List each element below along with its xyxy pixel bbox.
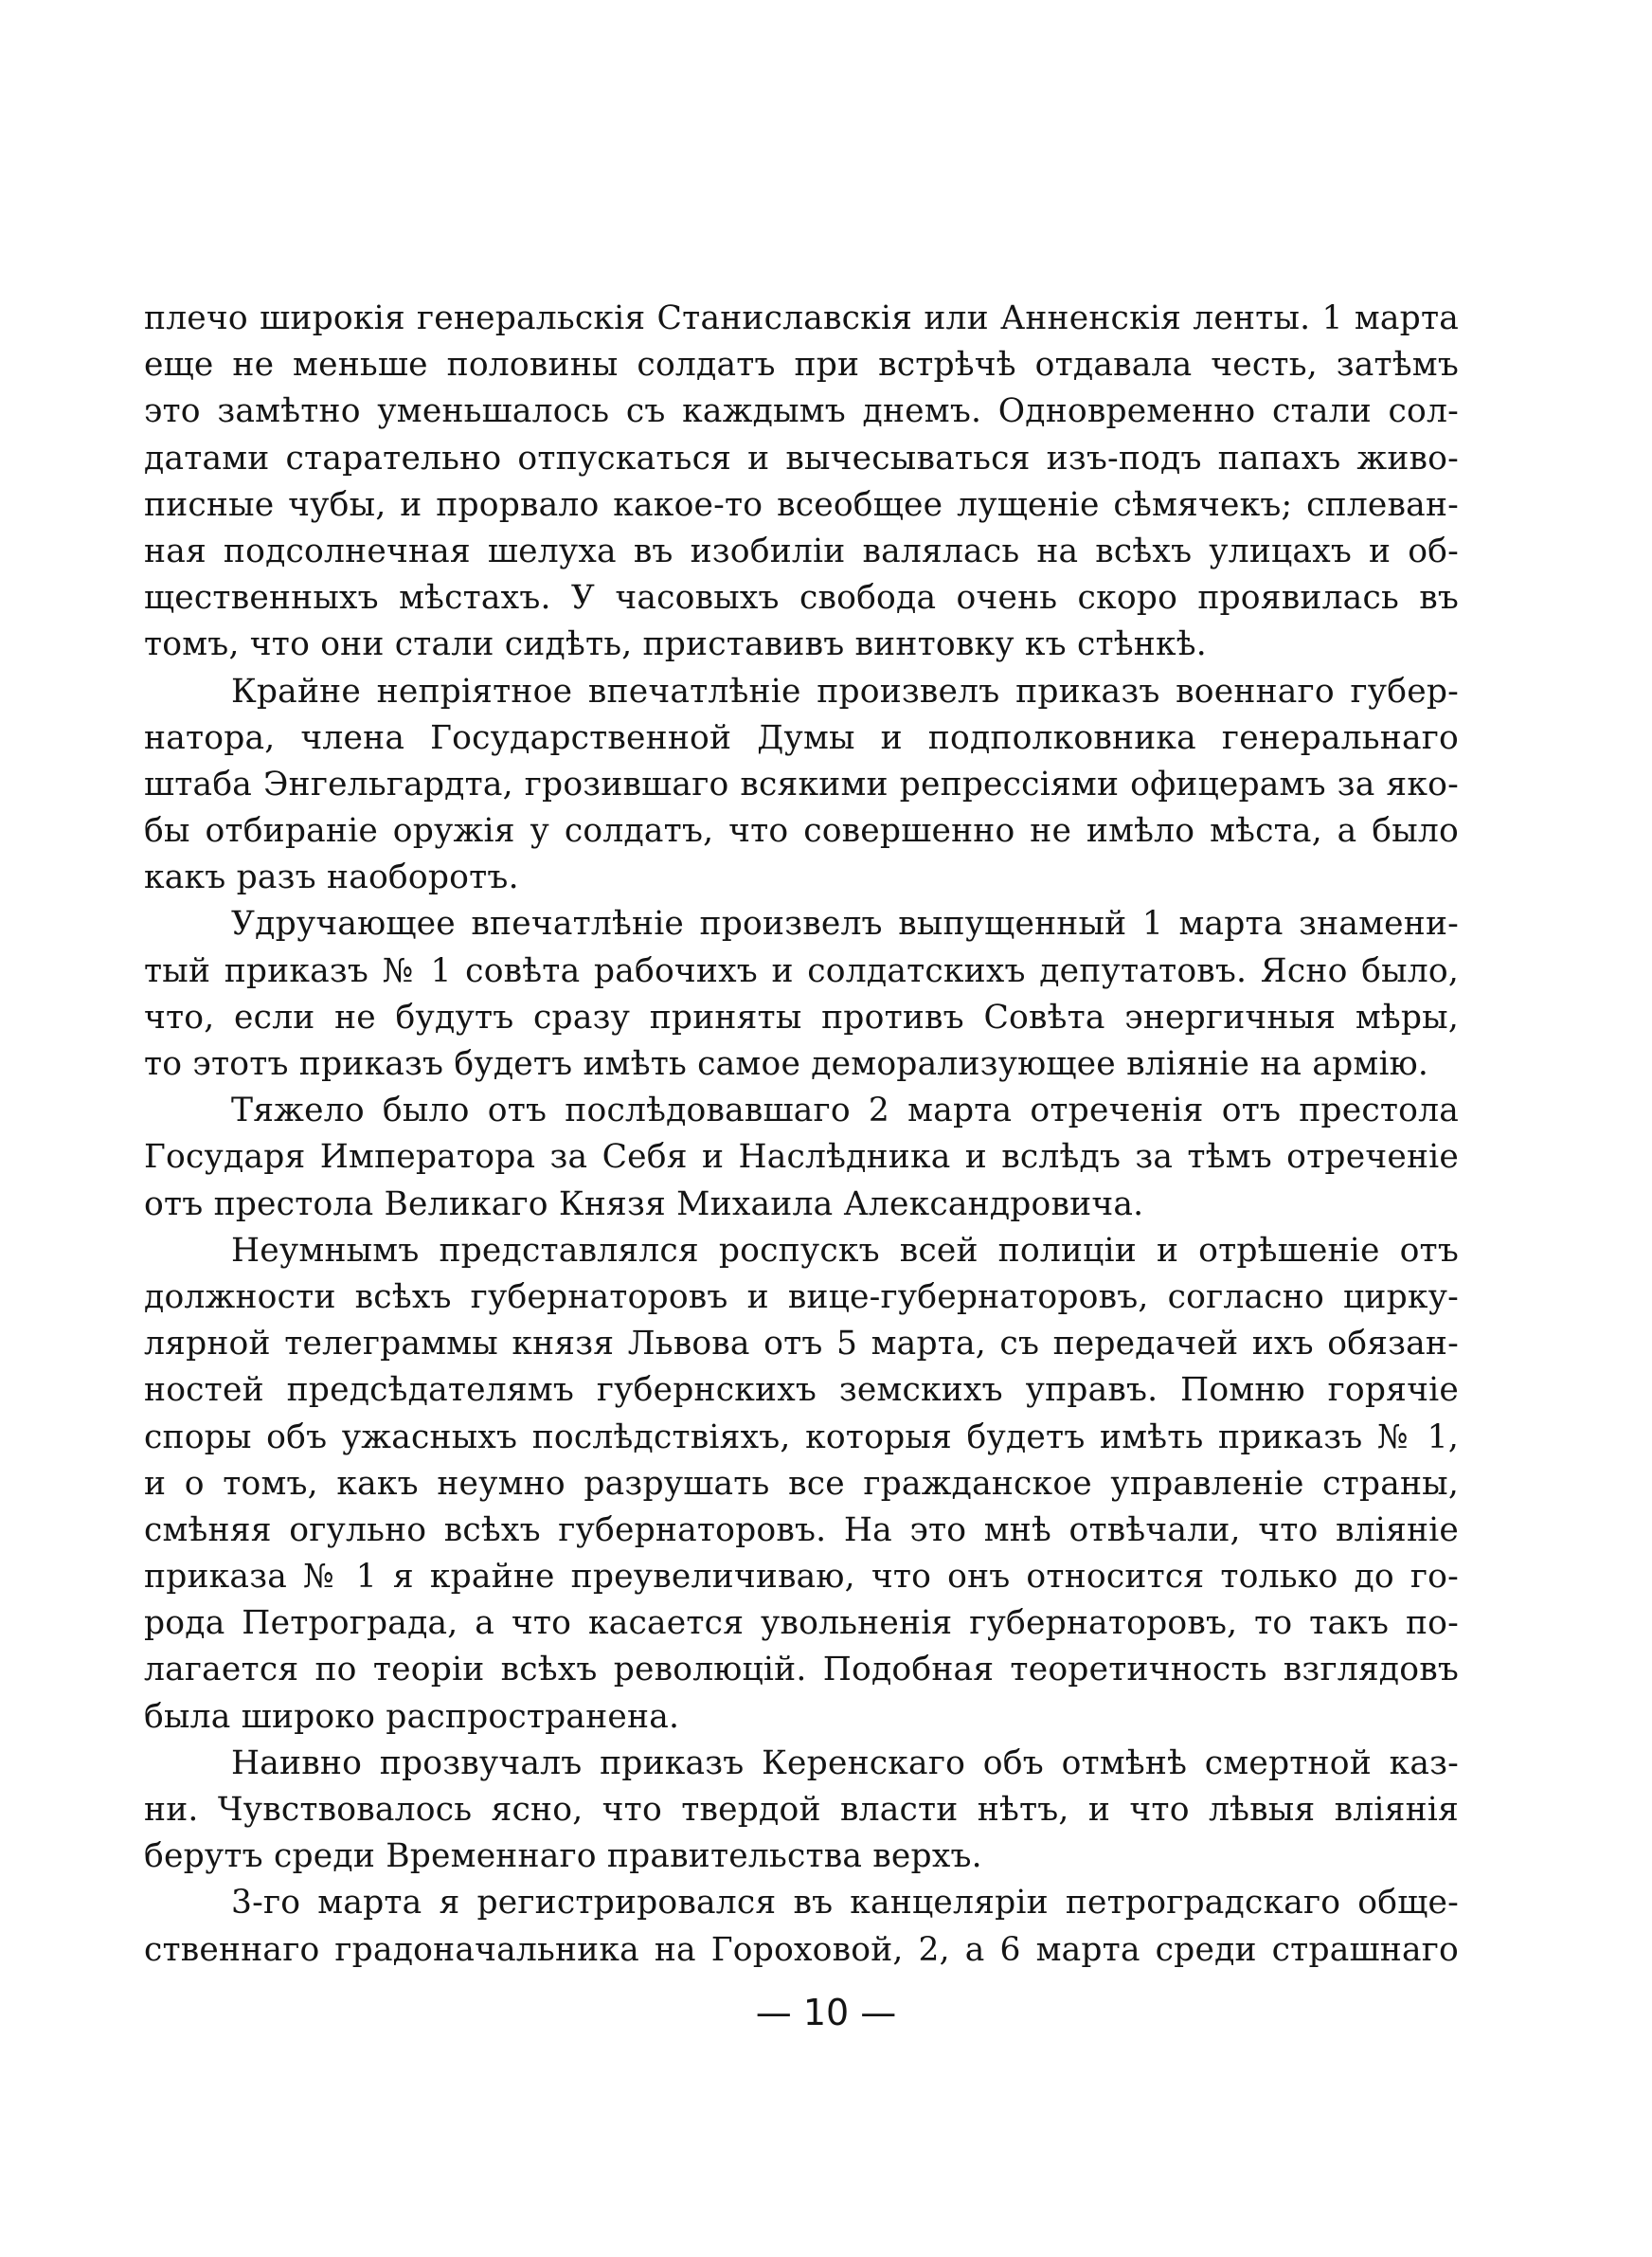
- text-line: бы отбираніе оружія у солдатъ, что совершенно не имѣло мѣста, а было: [144, 812, 1459, 851]
- text-line: щественныхъ мѣстахъ. У часовыхъ свобода очень скоро проявилась въ: [144, 579, 1459, 618]
- text-line: Тяжело было отъ послѣдовавшаго 2 марта отреченія отъ престола: [231, 1092, 1459, 1130]
- text-line: тый приказъ № 1 совѣта рабочихъ и солдатскихъ депутатовъ. Ясно было,: [144, 951, 1459, 990]
- text-line: лярной телеграммы князя Львова отъ 5 марта, съ передачей ихъ обязан-: [144, 1325, 1459, 1363]
- text-line: это замѣтно уменьшалось съ каждымъ днемъ. Одновременно стали сол-: [144, 392, 1459, 431]
- text-line: писные чубы, и прорвало какое-то всеобщее лущеніе сѣмячекъ; сплеван-: [144, 485, 1459, 524]
- text-line: и о томъ, какъ неумно разрушать все гражданское управленіе страны,: [144, 1464, 1459, 1503]
- text-line: что, если не будутъ сразу приняты противъ Совѣта энергичныя мѣры,: [144, 998, 1459, 1037]
- text-line: томъ, что они стали сидѣть, приставивъ винтовку къ стѣнкѣ.: [144, 625, 1207, 664]
- text-line: натора, члена Государственной Думы и подполковника генеральнаго: [144, 718, 1459, 757]
- text-line: отъ престола Великаго Князя Михаила Александровича.: [144, 1184, 1144, 1223]
- body-text: [144, 296, 1459, 1974]
- text-line: Наивно прозвучалъ приказъ Керенскаго объ отмѣнѣ смертной каз-: [231, 1743, 1459, 1782]
- text-line: штаба Энгельгардта, грозившаго всякими репрессіями офицерамъ за яко-: [144, 765, 1459, 803]
- text-line: ни. Чувствовалось ясно, что твердой власти нѣтъ, и что лѣвыя вліянія: [144, 1791, 1459, 1829]
- text-line: смѣняя огульно всѣхъ губернаторовъ. На это мнѣ отвѣчали, что вліяніе: [144, 1510, 1459, 1549]
- text-line: то этотъ приказъ будетъ имѣть самое деморализующее вліяніе на армію.: [144, 1045, 1429, 1083]
- text-line: ная подсолнечная шелуха въ изобиліи валялась на всѣхъ улицахъ и об-: [144, 532, 1459, 570]
- text-line: рода Петрограда, а что касается увольненія губернаторовъ, то такъ по-: [144, 1604, 1459, 1643]
- text-line: какъ разъ наоборотъ.: [144, 858, 519, 897]
- text-line: плечо широкія генеральскія Станиславскія или Анненскія ленты. 1 марта: [144, 299, 1459, 337]
- text-line: споры объ ужасныхъ послѣдствіяхъ, которыя будетъ имѣть приказъ № 1,: [144, 1417, 1459, 1456]
- text-line: должности всѣхъ губернаторовъ и вице-губернаторовъ, согласно цирку-: [144, 1277, 1459, 1316]
- text-line: Государя Императора за Себя и Наслѣдника и вслѣдъ за тѣмъ отреченіе: [144, 1138, 1459, 1177]
- text-line: лагается по теоріи всѣхъ революцій. Подобная теоретичность взглядовъ: [144, 1651, 1459, 1689]
- text-line: берутъ среди Временнаго правительства верхъ.: [144, 1837, 982, 1876]
- text-line: Удручающее впечатлѣніе произвелъ выпущенный 1 марта знамени-: [231, 905, 1459, 944]
- text-line: 3-го марта я регистрировался въ канцеляріи петроградскаго обще-: [231, 1884, 1459, 1923]
- text-line: Крайне непріятное впечатлѣніе произвелъ приказъ военнаго губер-: [231, 672, 1459, 711]
- text-line: ственнаго градоначальника на Гороховой, 2, а 6 марта среди страшнаго: [144, 1930, 1459, 1969]
- text-line: была широко распространена.: [144, 1697, 680, 1736]
- text-line: датами старательно отпускаться и вычесываться изъ-подъ папахъ живо-: [144, 439, 1459, 478]
- text-line: еще не меньше половины солдатъ при встрѣчѣ отдавала честь, затѣмъ: [144, 346, 1459, 385]
- text-line: Неумнымъ представлялся роспускъ всей полиціи и отрѣшеніе отъ: [231, 1231, 1459, 1270]
- text-line: ностей предсѣдателямъ губернскихъ земскихъ управъ. Помню горячіе: [144, 1371, 1459, 1410]
- page-number: — 10 —: [755, 1992, 897, 2033]
- text-line: приказа № 1 я крайне преувеличиваю, что онъ относится только до го-: [144, 1558, 1459, 1597]
